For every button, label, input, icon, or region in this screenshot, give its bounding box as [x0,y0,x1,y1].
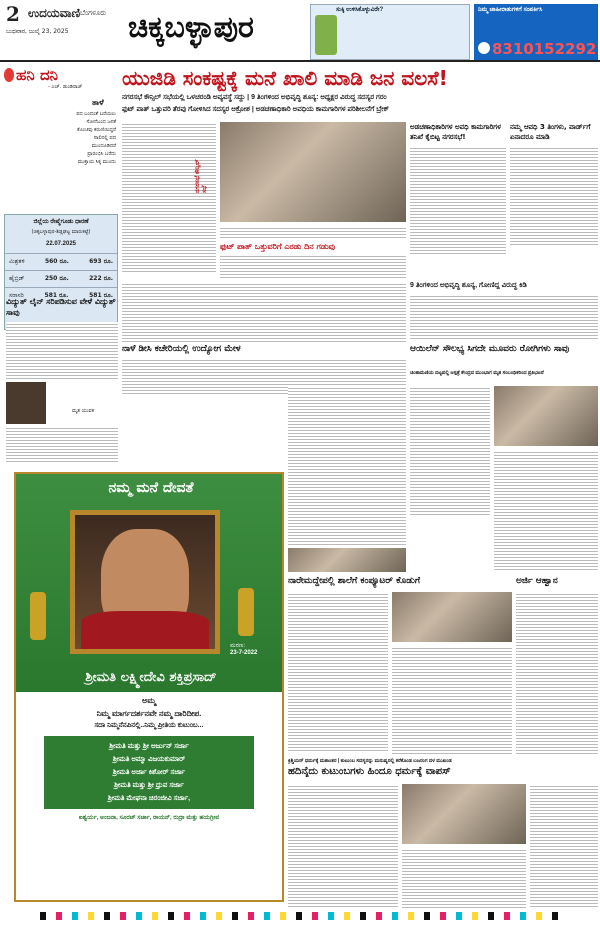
strip-headline: 9 ತಿಂಗಳಿಂದ ಅಭಿವೃದ್ಧಿ ಶೂನ್ಯ, ಗೋಣಿದ್ದ ವಿರುದ್ಧ ಕಿಡಿ [410,282,527,289]
obituary-ad [14,472,284,902]
city: ಬೆಂಗಳೂರು [80,9,107,17]
page-header [0,0,600,62]
district-title: ಚಿಕ್ಕಬಳ್ಳಾಪುರ [128,10,254,45]
header-ad-left: ಸುಕ್ಕಿ ಉಳಿಸಿಕೊಳ್ಳುವಿರೇ? [310,4,470,60]
poem: ಪದ ಬಂದಂತೆ ಬರೆಯಲು ಸೋನೆಬಂದ ಜನಕೆ ಕೊಂಚವು ಕರುಣಿಯಿದ್ದರೆ ಸಾಲಿನಲ್ಲಿ ಪದ ಮುಂದೂಡಿದರೆ ಪ್ರಾರಂಭಿಸಿ ಬರೆದು ಮುಕ್ತಾಯ ಸಿಕ್ಕ ಮುಂದು [76,111,116,165]
obit-text-box: ಅಮ್ಮ ನಿಮ್ಮ ಮಾರ್ಗದರ್ಶನವೇ ನಮ್ಮ ದಾರಿದೀಪ. ಸದಾ ನಿಮ್ಮನೆನಪಿನಲ್ಲಿ..ನಿಮ್ಮ ಪ್ರೀತಿಯ ಕುಟುಂಬ... ಶ್ರೀಮತಿ ಮತ್ತು ಶ್ರೀ ಅರ್ಜುನ್ ಸರ್ಜಾ ಶ್ರೀಮತಿ ಅಮ್ಮಾ ವಿಜಯಕುಮಾರ್ ಶ್ರೀಮತಿ ಅರ್ಜಾ ಕಿಶೋರ್ ಸರ್ಜಾ ಶ್ರೀಮತಿ ಮತ್ತು ಶ್ರೀ ಧ್ರುವ ಸರ್ಜಾ ಶ್ರೀಮತಿ ಮೇಘನಾ ಚಿರಂಜೀವಿ ಸರ್ಜಾ, ಐಶ್ವರ್ಯ, ಅಂಜನಾ, ಸೂರಜ್ ಸರ್ಜಾ, ರಾಯನ್, ರುದ್ರಾ ಮತ್ತು ಹಯಗ್ರೀವ [16,692,282,900]
ayilen-col-2 [288,386,406,546]
header-ad-right: ನಿಮ್ಮ ಜಾಹೀರಾತುಗಳಿಗೆ ಸಂಪರ್ಕಿಸಿ 8310152292 [474,4,598,60]
job-headline: ನಾಳೆ ಡೀಸಿ ಕಚೇರಿಯಲ್ಲಿ ಉದ್ಯೋಗ ಮೇಳ [122,344,241,354]
lead-subhead-2: ಫುಟ್ ಪಾತ್ ಒತ್ತುವರಿ ತೆರವು ಗೋಳಿಸಿದ ಸದಸ್ಯರ ಆಕ್ರೋಶ | ಅಡಚಣಾಧಿಕಾರಿ ಅವಧಿಯ ಕಾಮಗಾರಿಗಳ ಪರಿಶೀಲನೆಗೆ ಬ್ರೇಕ್ [122,106,390,113]
ad-phone-number: 8310152292 [492,40,597,58]
story-headline: ವಿದ್ಯುತ್ ಲೈನ್ ಸರಿಪಡಿಸುವ ವೇಳೆ ವಿದ್ಯುತ್ ಸಾವು [6,297,116,317]
obit-top: ನಮ್ಮ ಮನೆ ದೇವತೆ [108,480,194,496]
table-row: ಮಿಶ್ರತಳಿ 560 ರೂ. 693 ರೂ. [5,253,117,270]
ayilen-text-2 [494,450,598,570]
story-text-2 [6,426,118,464]
ayilen-headline: ಆಯಿಲೆನ್ ಸೌಲಭ್ಯ ಸಿಗದೇ ಮೂವರು ರೋಗಿಗಳು ಸಾವು [410,344,570,354]
dharma-kicker: ಕ್ರಿಶ್ಚಿಯನ್ ಧರ್ಮಕ್ಕೆ ಮತಾಂತರ | ಕುಟುಂಬ ಸದಸ್ಯರನ್ನು ಮನುಷ್ಯರಲ್ಲಿ ಕರೆಕೊಂಡ ಬಜರಂಗ ದಳ ಮುಖಂಡ [288,758,452,764]
lead-col-3 [220,254,406,278]
table-row: ಸರಾಸರಿ 581 ರೂ. 581 ರೂ. [5,287,117,304]
table-row: ಹೈಬ್ರಿಡ್ 250 ರೂ. 222 ರೂ. [5,270,117,287]
lamp-right-icon [238,588,254,636]
lamp-left-icon [30,592,46,640]
lead-subhead: ನಗರಸಭೆ ಕೌನ್ಸಿಲ್ ಸಭೆಯಲ್ಲಿ ಒಳಚರಂಡಿ ಅವ್ಯವಸ್ಥೆ ಸದ್ದು | 9 ತಿಂಗಳಿಂದ ಅಭಿವೃದ್ಧಿ ಶೂನ್ಯ: ಅಧ್ಯಕ್ಷರ ವಿರುದ್ಧ ಸದಸ್ಯರ ಗರಂ [122,94,387,101]
death-label: ಮರಣ: [230,642,246,649]
dharma-text-3 [530,784,598,908]
print-registration-bar [40,912,560,920]
dharma-text-2 [402,848,526,908]
lead-headline: ಯುಜಿಡಿ ಸಂಕಷ್ಟಕ್ಕೆ ಮನೆ ಖಾಲಿ ಮಾಡಿ ಜನ ವಲಸೆ! [122,66,448,90]
brand-title: ಹನಿ ದನಿ [16,66,58,84]
death-date: 23-7-2022 [230,650,258,656]
protest-photo [494,386,598,446]
obit-name: ಶ್ರೀಮತಿ ಲಕ್ಷ್ಮೀದೇವಿ ಶಕ್ತಿಪ್ರಸಾದ್ [85,670,217,685]
lead-col-2 [220,226,406,240]
strip-text [410,294,598,340]
school-photo [392,592,512,642]
arji-headline: ಅರ್ಜಿ ಆಹ್ವಾನ [516,576,558,586]
market-date: 22.07.2025 [45,241,77,247]
honey-icon [4,68,14,82]
computer-text [288,592,388,752]
ayilen-sub: ಚಿಂತಾಮಣಿಯ ಬಿಟ್ಟಪಲ್ಲಿ ಆಸ್ಪತ್ರೆ ಕೇಂದ್ರದ ಮುಂಭಾಗ ಮೃತ ಸಂಬಂಧಿಕರಿಂದ ಪ್ರತಿಭಟನೆ [410,370,544,376]
arji-text [516,592,598,754]
story-text [6,322,118,380]
computer-headline: ನಾರೇಮದ್ದೇಪಲ್ಲಿ ಶಾಲೆಗೆ ಕಂಪ್ಯೂಟರ್ ಕೊಡುಗೆ [288,576,421,586]
page-number: 2 [6,2,20,26]
ayilen-text [410,386,490,516]
dharma-text [288,784,398,908]
side-box-2: ನಮ್ಮ ಆವಧಿ 3 ತಿಂಗಳು, ವಾರ್ಡ್‌ಗೆ ಏನಾದರೂ ಮಾಡಿ [510,122,598,272]
side-box-1: ಅಡಚಣಾಧಿಕಾರಿಗಳ ಅವಧಿ ಕಾಮಗಾರಿಗಳ ತನಿಖೆ ಕೈಬಿಟ್ಟ ನಗರಸಭೆ! [410,122,506,272]
person-photo [6,382,46,424]
inset-headline: ಫುಟ್ ಪಾತ್ ಒತ್ತುವರಿಗೆ ಎರಡು ದಿನ ಗಡುವು [220,242,336,251]
market-title: ಜಿಲ್ಲೆಯ ರೇಷ್ಮೆಗೂಡು ಧಾರಣೆ [33,219,89,225]
brand-author: - ಎಚ್. ಡುಂಡಿರಾಜ್ [48,84,83,90]
hand-phone-icon [315,15,337,55]
pullquote: ನಗರಸಭೆ ಕೌನ್ಸಿಲ್ ಸಭೆ [195,159,208,193]
family-list: ಶ್ರೀಮತಿ ಮತ್ತು ಶ್ರೀ ಅರ್ಜುನ್ ಸರ್ಜಾ ಶ್ರೀಮತಿ ಅಮ್ಮಾ ವಿಜಯಕುಮಾರ್ ಶ್ರೀಮತಿ ಅರ್ಜಾ ಕಿಶೋರ್ ಸರ್ಜಾ ಶ್ರೀಮತಿ ಮತ್ತು ಶ್ರೀ ಧ್ರುವ ಸರ್ಜಾ ಶ್ರೀಮತಿ ಮೇಘನಾ ಚಿರಂಜೀವಿ ಸರ್ಜಾ, [44,736,254,809]
person-caption: ಮೃತ ಯುವಕ [72,408,94,414]
lead-story [122,64,598,280]
ambulance-photo [288,548,406,572]
portrait-saree [81,611,209,649]
date: ಬುಧವಾರ, ಜುಲೈ 23, 2025 [6,28,69,35]
paper-name: ಉದಯವಾಣಿ [28,6,81,20]
lead-col-1 [122,122,216,272]
dharma-headline: ಹದಿನೈದು ಕುಟುಂಬಗಳು ಹಿಂದೂ ಧರ್ಮಕ್ಕೆ ವಾಪಸ್ [288,766,451,777]
computer-text-2 [392,646,512,754]
meeting-photo [220,122,406,222]
poem-title: ತಾಳೆ [92,98,104,107]
lead-continue [122,282,406,342]
left-column [2,64,120,472]
phone-icon [478,42,490,54]
dharma-photo [402,784,526,844]
market-sub: (ಚಿಕ್ಕಬಳ್ಳಾಪುರ-ಶಿಡ್ಲಘಟ್ಟ ಮಾರುಕಟ್ಟೆ) [31,229,91,235]
portrait-frame [70,510,220,654]
